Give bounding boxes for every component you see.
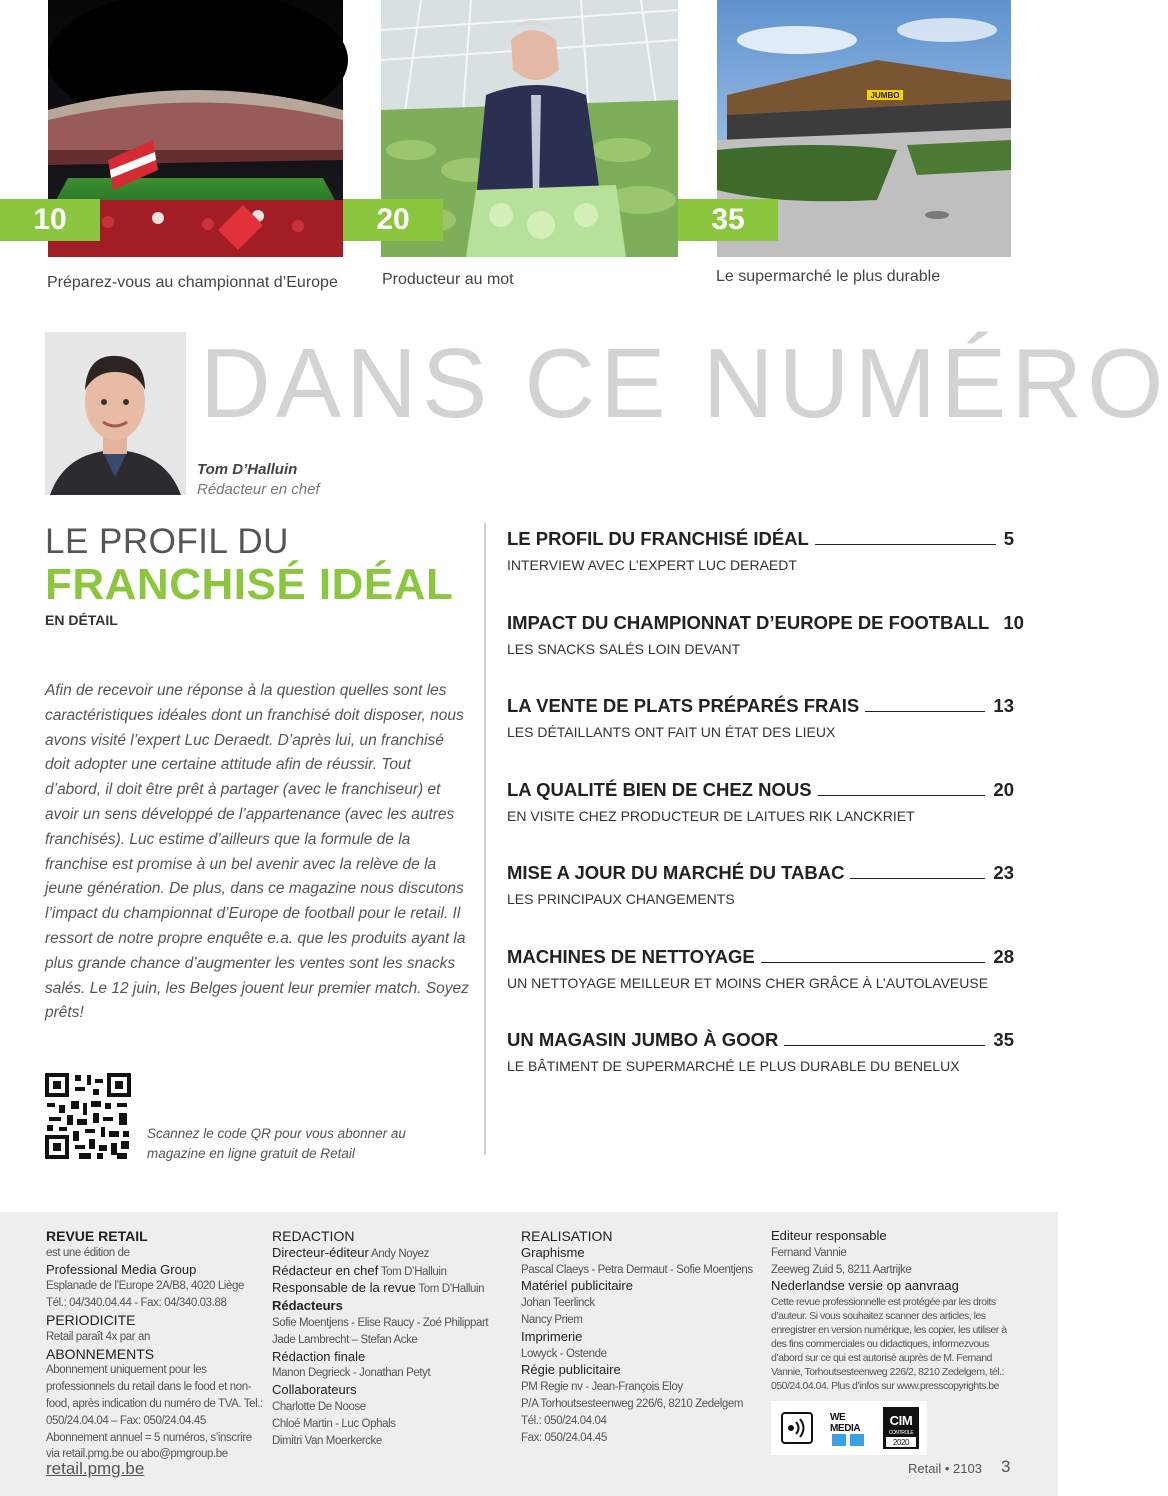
regie-fax: Fax: 050/24.04.45 <box>521 1431 607 1444</box>
toc-page[interactable]: 20 <box>993 778 1014 800</box>
graphisme-label: Graphisme <box>521 1244 585 1260</box>
toc-title[interactable]: LA QUALITÉ BIEN DE CHEZ NOUS <box>507 778 812 800</box>
redacteur-name: Tom D’Halluin <box>380 1265 447 1278</box>
editeur-title: Editeur responsable <box>771 1228 887 1243</box>
cim-logo-text: CIM <box>889 1413 913 1429</box>
jumbo-sign: JUMBO <box>870 91 900 100</box>
toc-page[interactable]: 13 <box>993 695 1014 716</box>
editor-portrait <box>45 332 186 495</box>
toc-item[interactable] <box>507 693 1014 777</box>
periodicite-text: Retail paraît 4x par an <box>46 1330 150 1343</box>
lead-subtitle: EN DÉTAIL <box>45 612 118 628</box>
qr-caption: Scannez le code QR pour vous abonner au magazine en ligne gratuit de Retail <box>147 1126 406 1161</box>
toc-leader-line <box>818 795 986 796</box>
abonnements-text: Abonnement uniquement pour les professionnels du retail dans le food et non-food, après indication du numéro de TVA. Tel.: 050/24.04.04 – Fax: 050/24.04.45 Abonnement annuel = 5 numéros, s’inscrire via retail.pmg.be ou abo@pmgroup.be <box>46 1364 263 1461</box>
lead-title-line2: FRANCHISÉ IDÉAL <box>45 560 454 609</box>
redacteurs-names: Jade Lambrecht – Stefan Acke <box>272 1333 418 1346</box>
realisation-title: REALISATION <box>521 1228 613 1244</box>
materiel-name: Johan Teerlinck <box>521 1297 595 1310</box>
redacteurs-names: Sofie Moentjens - Elise Raucy - Zoé Philippart <box>272 1316 489 1329</box>
teaser-number-2[interactable]: 20 <box>343 199 443 241</box>
colophon-col-redaction <box>272 1228 508 1449</box>
materiel-label: Matériel publicitaire <box>521 1278 633 1294</box>
editeur-address: Zeeweg Zuid 5, 8211 Aartrijke <box>771 1263 912 1276</box>
toc-leader-line <box>784 1045 985 1046</box>
colophon-col-realisation <box>521 1228 761 1446</box>
toc-item[interactable] <box>507 1027 1014 1111</box>
toc-subtitle: LES DÉTAILLANTS ONT FAIT UN ÉTAT DES LIEUX <box>507 724 836 740</box>
editor-name: Tom D’Halluin <box>197 461 298 478</box>
wemedia-logo[interactable] <box>830 1408 868 1448</box>
toc-leader-line <box>815 544 996 545</box>
toc-title[interactable]: UN MAGASIN JUMBO À GOOR <box>507 1029 779 1050</box>
toc-item[interactable] <box>507 777 1014 861</box>
teaser-caption-1[interactable]: Préparez-vous au championnat d’Europe <box>47 274 338 291</box>
toc-page[interactable]: 5 <box>1003 528 1014 549</box>
toc-subtitle: EN VISITE CHEZ PRODUCTEUR DE LAITUES RIK LANCKRIET <box>507 807 915 824</box>
imprimerie-label: Imprimerie <box>521 1328 583 1344</box>
website-link[interactable]: retail.pmg.be <box>46 1459 145 1478</box>
toc-page[interactable]: 35 <box>993 1029 1014 1050</box>
revue-line: est une édition de <box>46 1246 130 1259</box>
toc-title[interactable]: IMPACT DU CHAMPIONNAT D’EUROPE DE FOOTBALL <box>507 611 990 633</box>
lead-title-line1: LE PROFIL DU <box>45 522 289 561</box>
toc-subtitle: LES PRINCIPAUX CHANGEMENTS <box>507 891 735 907</box>
issue-label: Retail • 2103 <box>908 1461 982 1476</box>
periodicite-title: PERIODICITE <box>46 1311 136 1328</box>
toc-leader-line <box>850 878 985 879</box>
graphisme-names: Pascal Claeys - Petra Dermaut - Sofie Moentjens <box>521 1263 753 1276</box>
page-title: DANS CE NUMÉRO <box>200 328 1168 438</box>
partner-logos <box>771 1401 927 1455</box>
imprimerie-name: Lowyck - Ostende <box>521 1347 607 1360</box>
toc-subtitle: LES SNACKS SALÉS LOIN DEVANT <box>507 640 741 657</box>
toc-item[interactable] <box>507 944 1014 1028</box>
redacteur-label: Rédacteur en chef <box>272 1262 379 1278</box>
wemedia-logo-text: MEDIA <box>830 1423 861 1435</box>
teaser-caption-2[interactable]: Producteur au mot <box>382 271 514 288</box>
materiel-name: Nancy Priem <box>521 1313 583 1326</box>
copyright-text: Cette revue professionnelle est protégée par les droits d’auteur. Si vous souhaitez scanner des articles, les enregistrer en version numérique, les copier, les utiliser à des fins commerciales ou didactiques, informezvous d’abord sur ce qui est autorisé auprès de M. Fernand Vannie, Torhoutsesteenweg 226/2, 8210 Zedelgem, tél.: 050/24.04.04. Plus d’infos sur www.presscopyrights.be <box>771 1296 1007 1393</box>
toc-title[interactable]: MACHINES DE NETTOYAGE <box>507 945 755 967</box>
teaser-number-3[interactable]: 35 <box>678 199 778 241</box>
teaser-number-1[interactable]: 10 <box>0 199 100 241</box>
toc-title[interactable]: LE PROFIL DU FRANCHISÉ IDÉAL <box>507 528 809 549</box>
revue-title: REVUE RETAIL <box>46 1228 148 1244</box>
editor-role: Rédacteur en chef <box>197 481 320 498</box>
toc-leader-line <box>761 962 986 963</box>
toc-page[interactable]: 28 <box>993 945 1014 967</box>
toc-subtitle: INTERVIEW AVEC L’EXPERT LUC DERAEDT <box>507 557 797 573</box>
cim-logo-subtext: CONTROLE <box>888 1430 914 1437</box>
nl-version-title: Nederlandse versie op aanvraag <box>771 1278 959 1294</box>
colophon-col-revue <box>46 1228 264 1463</box>
column-divider <box>484 523 486 1155</box>
cim-logo[interactable] <box>882 1408 920 1448</box>
toc-page[interactable]: 10 <box>1003 611 1024 633</box>
toc-leader-line <box>865 711 985 712</box>
redaction-title: REDACTION <box>272 1228 355 1244</box>
regie-name: PM Regie nv - Jean-François Eloy <box>521 1381 683 1394</box>
redaction-finale-label: Rédaction finale <box>272 1348 366 1364</box>
colophon-col-editeur <box>771 1228 1016 1455</box>
table-of-contents <box>507 526 1024 1111</box>
regie-label: Régie publicitaire <box>521 1362 621 1378</box>
collaborateurs-names: Chloé Martin - Luc Ophals <box>272 1417 396 1430</box>
qr-code[interactable] <box>45 1073 131 1159</box>
presscopyrights-logo[interactable] <box>778 1408 816 1448</box>
lead-intro-text: Afin de recevoir une réponse à la question quelles sont les caractéristiques idéales dont un franchisé doit disposer, nous avons visité l’expert Luc Deraedt. D’après lui, un franchisé doit adopter une certaine attitude afin de réussir. Tout d’abord, il doit être prêt à partager (avec le franchiseur) et avoir un sens développé de l’appartenance (avec les autres franchisés). Luc estime d’ailleurs que la formule de la franchise est promise à un bel avenir avec la relève de la jeune génération. De plus, dans ce magazine nous discutons l’impact du championnat d’Europe de football pour le retail. Il ressort de notre propre enquête e.a. que les produits ayant la plus grande chance d’augmenter les ventes sont les snacks salés. Le 12 juin, les Belges jouent leur premier match. Soyez prêts! <box>45 682 469 1022</box>
publisher-address: Esplanade de l’Europe 2A/B8, 4020 Liège <box>46 1280 244 1293</box>
toc-item[interactable] <box>507 526 1014 610</box>
toc-title[interactable]: MISE A JOUR DU MARCHÉ DU TABAC <box>507 862 845 883</box>
collaborateurs-names: Dimitri Van Moerkercke <box>272 1434 382 1447</box>
collaborateurs-label: Collaborateurs <box>272 1382 357 1398</box>
toc-subtitle: UN NETTOYAGE MEILLEUR ET MOINS CHER GRÂCE À L’AUTOLAVEUSE <box>507 974 989 991</box>
toc-page[interactable]: 23 <box>993 862 1014 883</box>
directeur-label: Directeur-éditeur <box>272 1244 369 1260</box>
directeur-name: Andy Noyez <box>371 1247 430 1260</box>
toc-title[interactable]: LA VENTE DE PLATS PRÉPARÉS FRAIS <box>507 695 860 716</box>
wemedia-logo-text: WE <box>830 1412 846 1424</box>
toc-subtitle: LE BÂTIMENT DE SUPERMARCHÉ LE PLUS DURABLE DU BENELUX <box>507 1058 960 1074</box>
cim-logo-year: 2020 <box>892 1438 910 1448</box>
editeur-name: Fernand Vannie <box>771 1246 847 1259</box>
publisher-name: Professional Media Group <box>46 1261 197 1277</box>
collaborateurs-names: Charlotte De Noose <box>272 1400 366 1413</box>
teaser-caption-3[interactable]: Le supermarché le plus durable <box>716 268 941 285</box>
regie-address: P/A Torhoutsesteenweg 226/6, 8210 Zedelgem <box>521 1397 744 1410</box>
toc-item[interactable] <box>507 610 1024 694</box>
colophon <box>0 1212 1058 1496</box>
responsable-name: Tom D’Halluin <box>418 1283 485 1296</box>
toc-item[interactable] <box>507 860 1014 944</box>
responsable-label: Responsable de la revue <box>272 1280 416 1296</box>
regie-tel: Tél.: 050/24.04.04 <box>521 1414 607 1427</box>
abonnements-title: ABONNEMENTS <box>46 1345 155 1362</box>
publisher-phone: Tél.: 04/340.04.44 - Fax: 04/340.03.88 <box>46 1297 227 1310</box>
redacteurs-label: Rédacteurs <box>272 1298 343 1314</box>
redaction-finale-names: Manon Degrieck - Jonathan Petyt <box>272 1367 431 1380</box>
page-number: 3 <box>1001 1457 1011 1476</box>
